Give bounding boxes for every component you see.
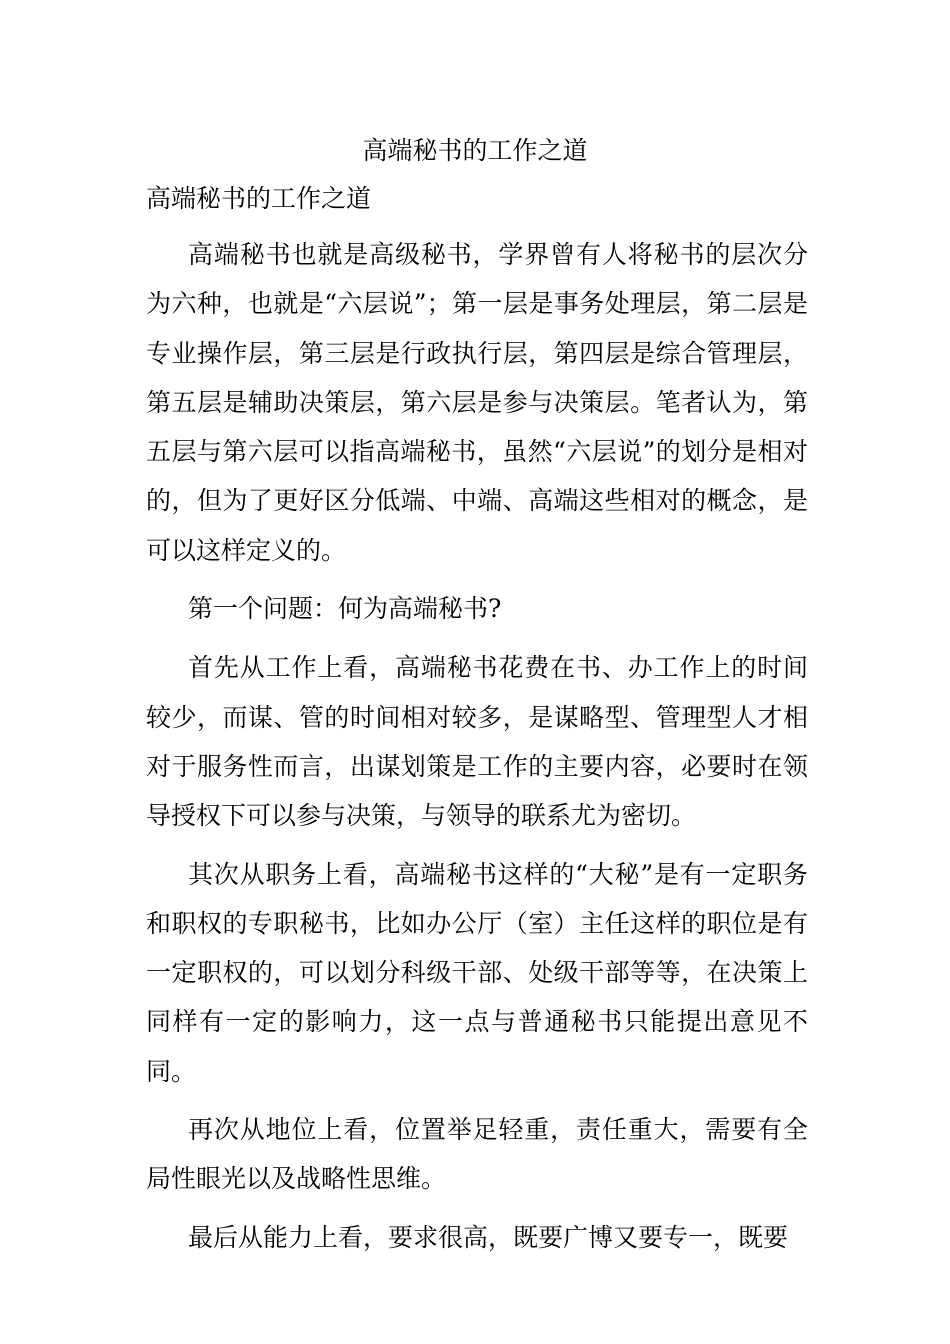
- document-title: 高端秘书的工作之道: [362, 136, 588, 165]
- document-body: [146, 230, 808, 1271]
- paragraph-status: 再次从地位上看，位置举足轻重，责任重大，需要有全局性眼光以及战略性思维。: [146, 1115, 808, 1194]
- paragraph-position: 其次从职务上看，高端秘书这样的“大秘”是有一定职务和职权的专职秘书，比如办公厅（室）主任这样的职位是有一定职权的，可以划分科级干部、处级干部等等，在决策上同样有一定的影响力，这一点与普通秘书只能提出意见不同。: [146, 859, 808, 1086]
- document-subtitle: 高端秘书的工作之道: [146, 184, 372, 213]
- paragraph-intro: 高端秘书也就是高级秘书，学界曾有人将秘书的层次分为六种，也就是“六层说”；第一层是事务处理层，第二层是专业操作层，第三层是行政执行层，第四层是综合管理层，第五层是辅助决策层，第六层是参与决策层。笔者认为，第五层与第六层可以指高端秘书，虽然“六层说”的划分是相对的，但为了更好区分低端、中端、高端这些相对的概念，是可以这样定义的。: [146, 240, 808, 565]
- paragraph-work: 首先从工作上看，高端秘书花费在书、办工作上的时间较少，而谋、管的时间相对较多，是谋略型、管理型人才相对于服务性而言，出谋划策是工作的主要内容，必要时在领导授权下可以参与决策，与领导的联系尤为密切。: [146, 653, 808, 831]
- paragraph-ability: 最后从能力上看，要求很高，既要广博又要专一，既要: [188, 1222, 789, 1252]
- paragraph-question: 第一个问题：何为高端秘书?: [188, 594, 502, 624]
